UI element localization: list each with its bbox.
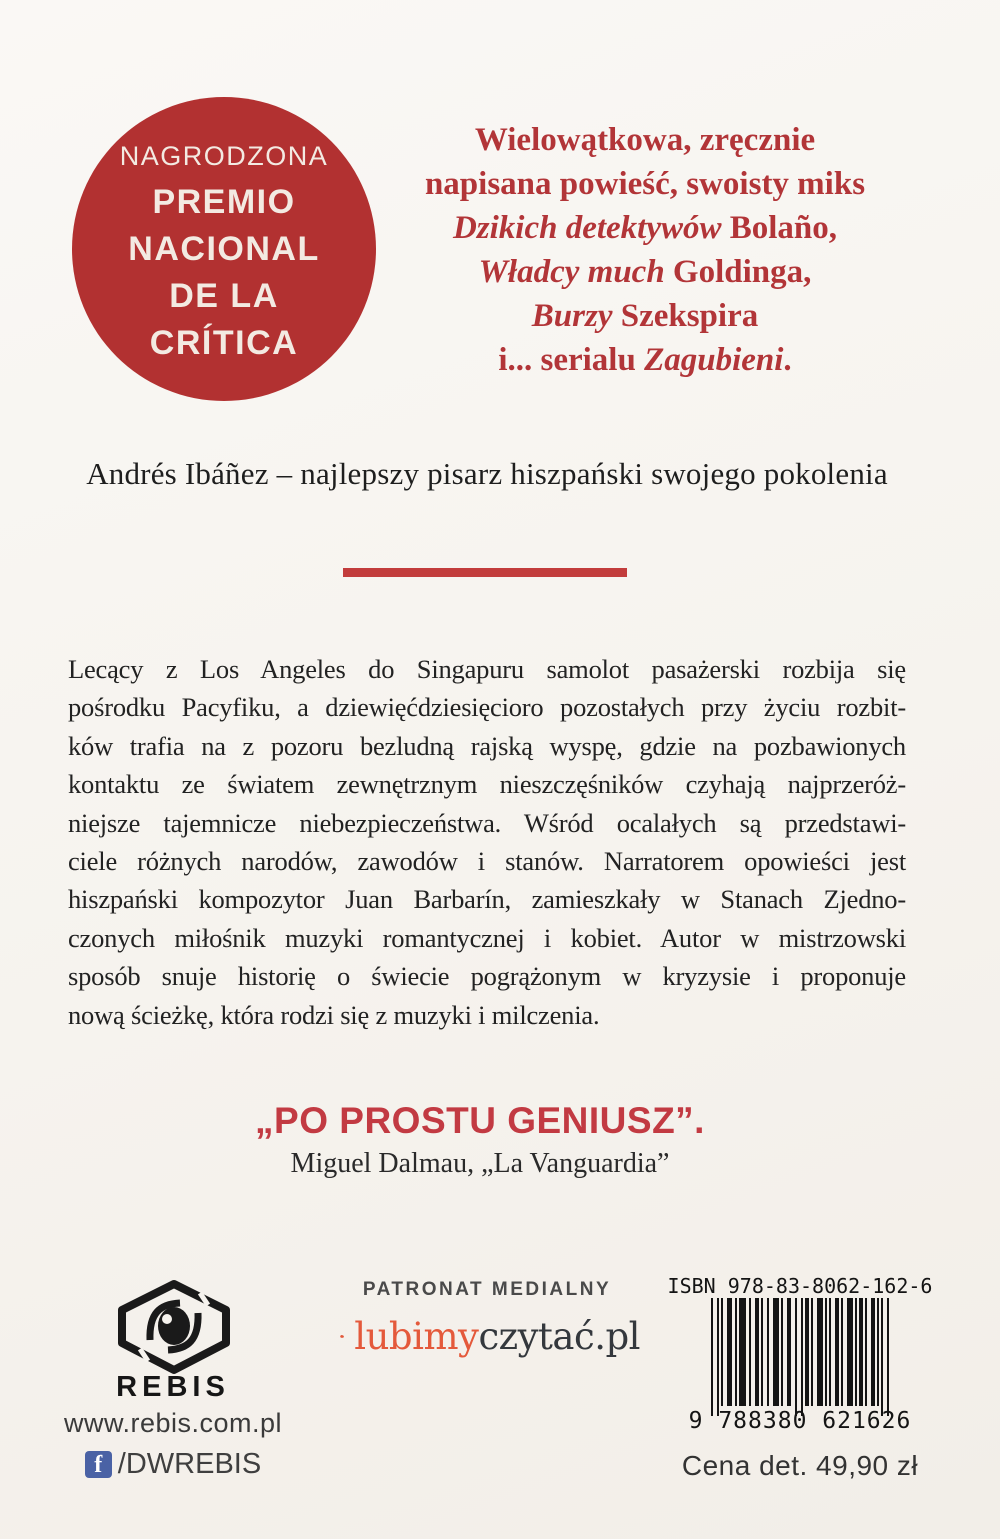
synopsis-line: sposób snuje historię o świecie pogrążonym w kryzysie i proponuje <box>68 961 906 992</box>
publisher-website: www.rebis.com.pl <box>63 1408 283 1438</box>
synopsis-line: Lecący z Los Angeles do Singapuru samolot pasażerski rozbija się <box>68 654 906 684</box>
publisher-name: REBIS <box>116 1371 230 1403</box>
press-quote-attribution: Miguel Dalmau, „La Vanguardia” <box>290 1148 670 1179</box>
synopsis-line: ków trafia na z pozoru bezludną rajską wyspę, gdzie na pozbawionych <box>68 730 906 761</box>
synopsis-line: pośrodku Pacyfiku, a dziewięćdziesięcioro pozostałych przy życiu rozbit- <box>68 692 906 723</box>
award-badge <box>72 97 376 401</box>
barcode <box>711 1298 889 1416</box>
rebis-logo-icon <box>116 1279 232 1375</box>
lubimyczytac-logo <box>340 1308 640 1364</box>
blurb-line: Wielowątkowa, zręcznie <box>474 122 816 158</box>
blurb-line: i... serialu Zagubieni. <box>498 342 792 378</box>
badge-line: PREMIO <box>152 183 296 221</box>
facebook-icon: f <box>85 1451 112 1478</box>
badge-line: NACIONAL <box>128 230 320 268</box>
blurb-line: Burzy Szekspira <box>531 298 759 334</box>
badge-line: DE LA <box>169 277 279 315</box>
badge-line: CRÍTICA <box>149 324 299 362</box>
synopsis-line: niejsze tajemnicze niebezpieczeństwa. Wśród ocalałych są przedstawi- <box>68 807 906 838</box>
isbn-number: ISBN 978-83-8062-162-6 <box>667 1274 933 1298</box>
author-tagline: Andrés Ibáñez – najlepszy pisarz hiszpański swojego pokolenia <box>86 456 888 491</box>
books-icon <box>340 1308 344 1364</box>
synopsis-paragraph <box>68 650 906 1034</box>
synopsis-line: ciele różnych narodów, zawodów i stanów. Narratorem opowieści jest <box>68 845 906 876</box>
lubimyczytac-wordmark: lubimyczytać.pl <box>354 1314 640 1358</box>
synopsis-line: hiszpański kompozytor Juan Barbarín, zamieszkały w Stanach Zjedno- <box>68 884 906 915</box>
synopsis-line: czonych miłośnik muzyki romantycznej i kobiet. Autor w mistrzowski <box>68 922 906 953</box>
red-divider <box>343 568 627 577</box>
review-blurb <box>395 118 895 382</box>
synopsis-line: nową ścieżkę, która rodzi się z muzyki i milczenia. <box>68 999 600 1030</box>
publisher-facebook <box>43 1448 303 1481</box>
patronage-label: PATRONAT MEDIALNY <box>362 1279 612 1300</box>
blurb-line: napisana powieść, swoisty miks <box>424 166 866 202</box>
synopsis-line: kontaktu ze światem zewnętrznym nieszczęśników czyhają najprzeróż- <box>68 769 906 800</box>
barcode-digits: 9 788380 621626 <box>688 1408 912 1434</box>
blurb-line: Władcy much Goldinga, <box>478 254 812 290</box>
press-quote: „PO PROSTU GENIUSZ”. <box>255 1100 705 1141</box>
facebook-handle: /DWREBIS <box>117 1448 262 1480</box>
blurb-line: Dzikich detektywów Bolaño, <box>452 210 838 246</box>
retail-price: Cena det. 49,90 zł <box>681 1450 919 1481</box>
badge-line: NAGRODZONA <box>119 141 329 171</box>
